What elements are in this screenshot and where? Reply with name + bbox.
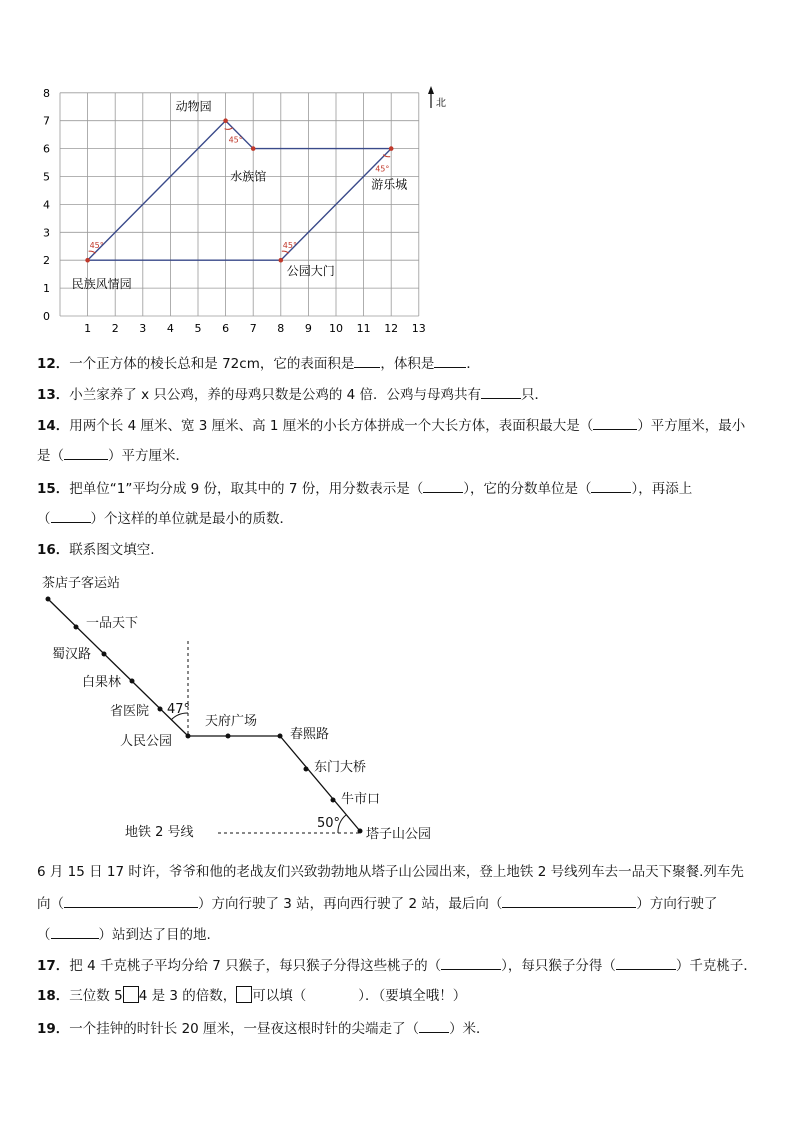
x-tick-label: 9 xyxy=(304,322,312,335)
answer-blank[interactable] xyxy=(51,924,99,939)
station-label: 蜀汉路 xyxy=(52,647,92,662)
station-label: 东门大桥 xyxy=(314,760,367,775)
station-dot xyxy=(278,734,283,739)
x-tick-label: 5 xyxy=(194,322,202,335)
question-text: ），每只猴子分得（ xyxy=(501,958,616,974)
station-dot xyxy=(304,767,309,772)
question-text: ）方向行驶了 xyxy=(636,896,718,912)
station-label: 省医院 xyxy=(110,704,150,719)
north-arrowhead-icon xyxy=(428,86,434,94)
question-text: ，体积是 xyxy=(380,356,435,372)
x-tick-label: 10 xyxy=(329,322,343,335)
question-16-body-line3 xyxy=(37,924,211,945)
question-18 xyxy=(37,986,466,1006)
answer-blank[interactable] xyxy=(481,384,521,399)
answer-blank[interactable] xyxy=(51,508,91,523)
station-dot xyxy=(46,597,51,602)
question-text: ）方向行驶了 3 站，再向西行驶了 2 站，最后向（ xyxy=(198,896,503,912)
station-dot xyxy=(331,798,336,803)
question-number: 14． xyxy=(37,418,70,434)
question-number: 13． xyxy=(37,387,70,403)
place-label: 水族馆 xyxy=(230,169,267,184)
station-dot xyxy=(226,734,231,739)
answer-blank[interactable] xyxy=(591,478,631,493)
answer-blank[interactable] xyxy=(616,955,676,970)
question-text: ），它的分数单位是（ xyxy=(463,481,592,497)
question-text: ． xyxy=(466,356,480,372)
y-tick-label: 2 xyxy=(43,254,50,268)
y-tick-label: 1 xyxy=(43,282,50,296)
station-label: 人民公园 xyxy=(120,734,173,749)
answer-blank[interactable] xyxy=(423,478,463,493)
question-text: （ xyxy=(37,927,51,943)
station-dot xyxy=(186,734,191,739)
metro-line-label: 地铁 2 号线 xyxy=(125,825,194,840)
y-tick-label: 3 xyxy=(43,226,50,240)
angle-arc xyxy=(282,251,289,253)
station-label: 天府广场 xyxy=(205,714,258,729)
question-number: 18． xyxy=(37,988,70,1004)
angle-label: 47° xyxy=(167,702,191,717)
question-text: ）站到达了目的地. xyxy=(98,927,211,943)
metro-line-map xyxy=(0,565,794,855)
place-label: 动物园 xyxy=(175,99,212,114)
question-text: ）米． xyxy=(449,1021,490,1037)
x-tick-label: 2 xyxy=(111,322,119,335)
station-dot xyxy=(102,652,107,657)
angle-label: 45° xyxy=(228,135,243,145)
angle-label: 50° xyxy=(317,816,341,831)
station-label: 塔子山公园 xyxy=(366,827,432,842)
question-text: 把单位“1”平均分成 9 份，取其中的 7 份，用分数表示是（ xyxy=(69,481,424,497)
y-tick-label: 7 xyxy=(43,114,50,128)
x-tick-label: 6 xyxy=(222,322,230,335)
question-text: ）个这样的单位就是最小的质数． xyxy=(90,511,293,527)
place-label: 民族风情园 xyxy=(71,277,132,292)
question-text: 联系图文填空. xyxy=(69,542,155,558)
question-14-line2 xyxy=(37,445,189,466)
answer-blank[interactable] xyxy=(354,353,380,368)
question-text: ）千克桃子． xyxy=(675,958,757,974)
question-text: 一个正方体的棱长总和是 72cm，它的表面积是 xyxy=(69,356,355,372)
answer-blank[interactable] xyxy=(434,353,466,368)
place-label: 公园大门 xyxy=(286,264,335,279)
metro-track xyxy=(48,599,360,831)
place-point xyxy=(251,146,256,151)
digit-box[interactable] xyxy=(236,986,252,1003)
station-dot xyxy=(130,679,135,684)
angle-label: 45° xyxy=(375,164,390,174)
question-text: ）平方厘米，最小 xyxy=(637,418,746,434)
x-tick-label: 8 xyxy=(277,322,285,335)
answer-blank[interactable] xyxy=(64,893,198,908)
question-number: 19． xyxy=(37,1021,70,1037)
question-text: 可以填（ xyxy=(252,988,307,1004)
question-16 xyxy=(37,540,155,560)
station-label: 茶店子客运站 xyxy=(42,576,121,591)
question-text: ），再添上 xyxy=(631,481,693,497)
question-text: 4 是 3 的倍数， xyxy=(138,988,237,1004)
angle-arc xyxy=(89,251,96,253)
question-text: 把 4 千克桃子平均分给 7 只猴子，每只猴子分得这些桃子的（ xyxy=(69,958,442,974)
question-text: ）平方厘米． xyxy=(108,448,189,464)
place-point xyxy=(85,258,90,263)
y-tick-label: 6 xyxy=(43,142,50,156)
y-tick-label: 8 xyxy=(43,86,50,100)
question-text: 只． xyxy=(521,387,549,403)
station-dot xyxy=(158,707,163,712)
x-tick-label: 4 xyxy=(166,322,174,335)
question-15-line2 xyxy=(37,508,293,529)
station-label: 一品天下 xyxy=(86,616,139,631)
question-19 xyxy=(37,1018,490,1039)
question-text: 一个挂钟的时针长 20 厘米，一昼夜这根时针的尖端走了（ xyxy=(69,1021,420,1037)
x-tick-label: 7 xyxy=(249,322,257,335)
question-17 xyxy=(37,955,757,976)
question-number: 17． xyxy=(37,958,70,974)
place-point xyxy=(389,146,394,151)
question-text: 向（ xyxy=(37,896,64,912)
answer-blank[interactable] xyxy=(502,893,636,908)
station-label: 牛市口 xyxy=(341,792,381,807)
place-point xyxy=(223,118,228,123)
question-12 xyxy=(37,353,480,374)
question-number: 15． xyxy=(37,481,70,497)
place-point xyxy=(279,258,284,263)
angle-label: 45° xyxy=(89,241,104,251)
x-tick-label: 12 xyxy=(384,322,399,335)
question-text: 6 月 15 日 17 时许，爷爷和他的老战友们兴致勃勃地从塔子山公园出来，登上地铁 2 号线列车去一品天下聚餐.列车先 xyxy=(37,864,744,880)
question-14 xyxy=(37,415,745,436)
answer-blank[interactable] xyxy=(419,1018,449,1033)
station-dot xyxy=(358,829,363,834)
station-label: 白果林 xyxy=(82,675,122,690)
x-tick-label: 3 xyxy=(139,322,147,335)
x-tick-label: 13 xyxy=(411,322,426,335)
question-text: 三位数 5 xyxy=(69,988,123,1004)
x-tick-label: 1 xyxy=(84,322,92,335)
answer-blank[interactable] xyxy=(593,415,637,430)
question-text: ）．（要填全哦！） xyxy=(358,988,467,1004)
question-16-body-line2 xyxy=(37,893,717,914)
station-label: 春熙路 xyxy=(290,727,330,742)
place-label: 游乐城 xyxy=(371,177,408,192)
question-text: 用两个长 4 厘米、宽 3 厘米、高 1 厘米的小长方体拼成一个大长方体，表面积最大是（ xyxy=(69,418,594,434)
question-text: 是（ xyxy=(37,448,64,464)
coordinate-grid-map xyxy=(0,0,794,345)
answer-blank[interactable] xyxy=(441,955,501,970)
question-15 xyxy=(37,478,692,499)
question-13 xyxy=(37,384,548,405)
question-16-body-line1 xyxy=(37,862,744,882)
north-label: 北 xyxy=(436,98,446,109)
digit-box[interactable] xyxy=(123,986,139,1003)
y-tick-label: 0 xyxy=(43,310,50,323)
y-tick-label: 4 xyxy=(43,198,50,212)
x-tick-label: 11 xyxy=(356,322,371,335)
answer-blank[interactable] xyxy=(64,445,108,460)
y-tick-label: 5 xyxy=(43,170,50,184)
question-text: 小兰家养了 x 只公鸡，养的母鸡只数是公鸡的 4 倍．公鸡与母鸡共有 xyxy=(69,387,482,403)
question-text: （ xyxy=(37,511,51,527)
question-number: 12． xyxy=(37,356,70,372)
station-dot xyxy=(74,625,79,630)
question-number: 16． xyxy=(37,542,70,558)
angle-label: 45° xyxy=(282,241,297,251)
